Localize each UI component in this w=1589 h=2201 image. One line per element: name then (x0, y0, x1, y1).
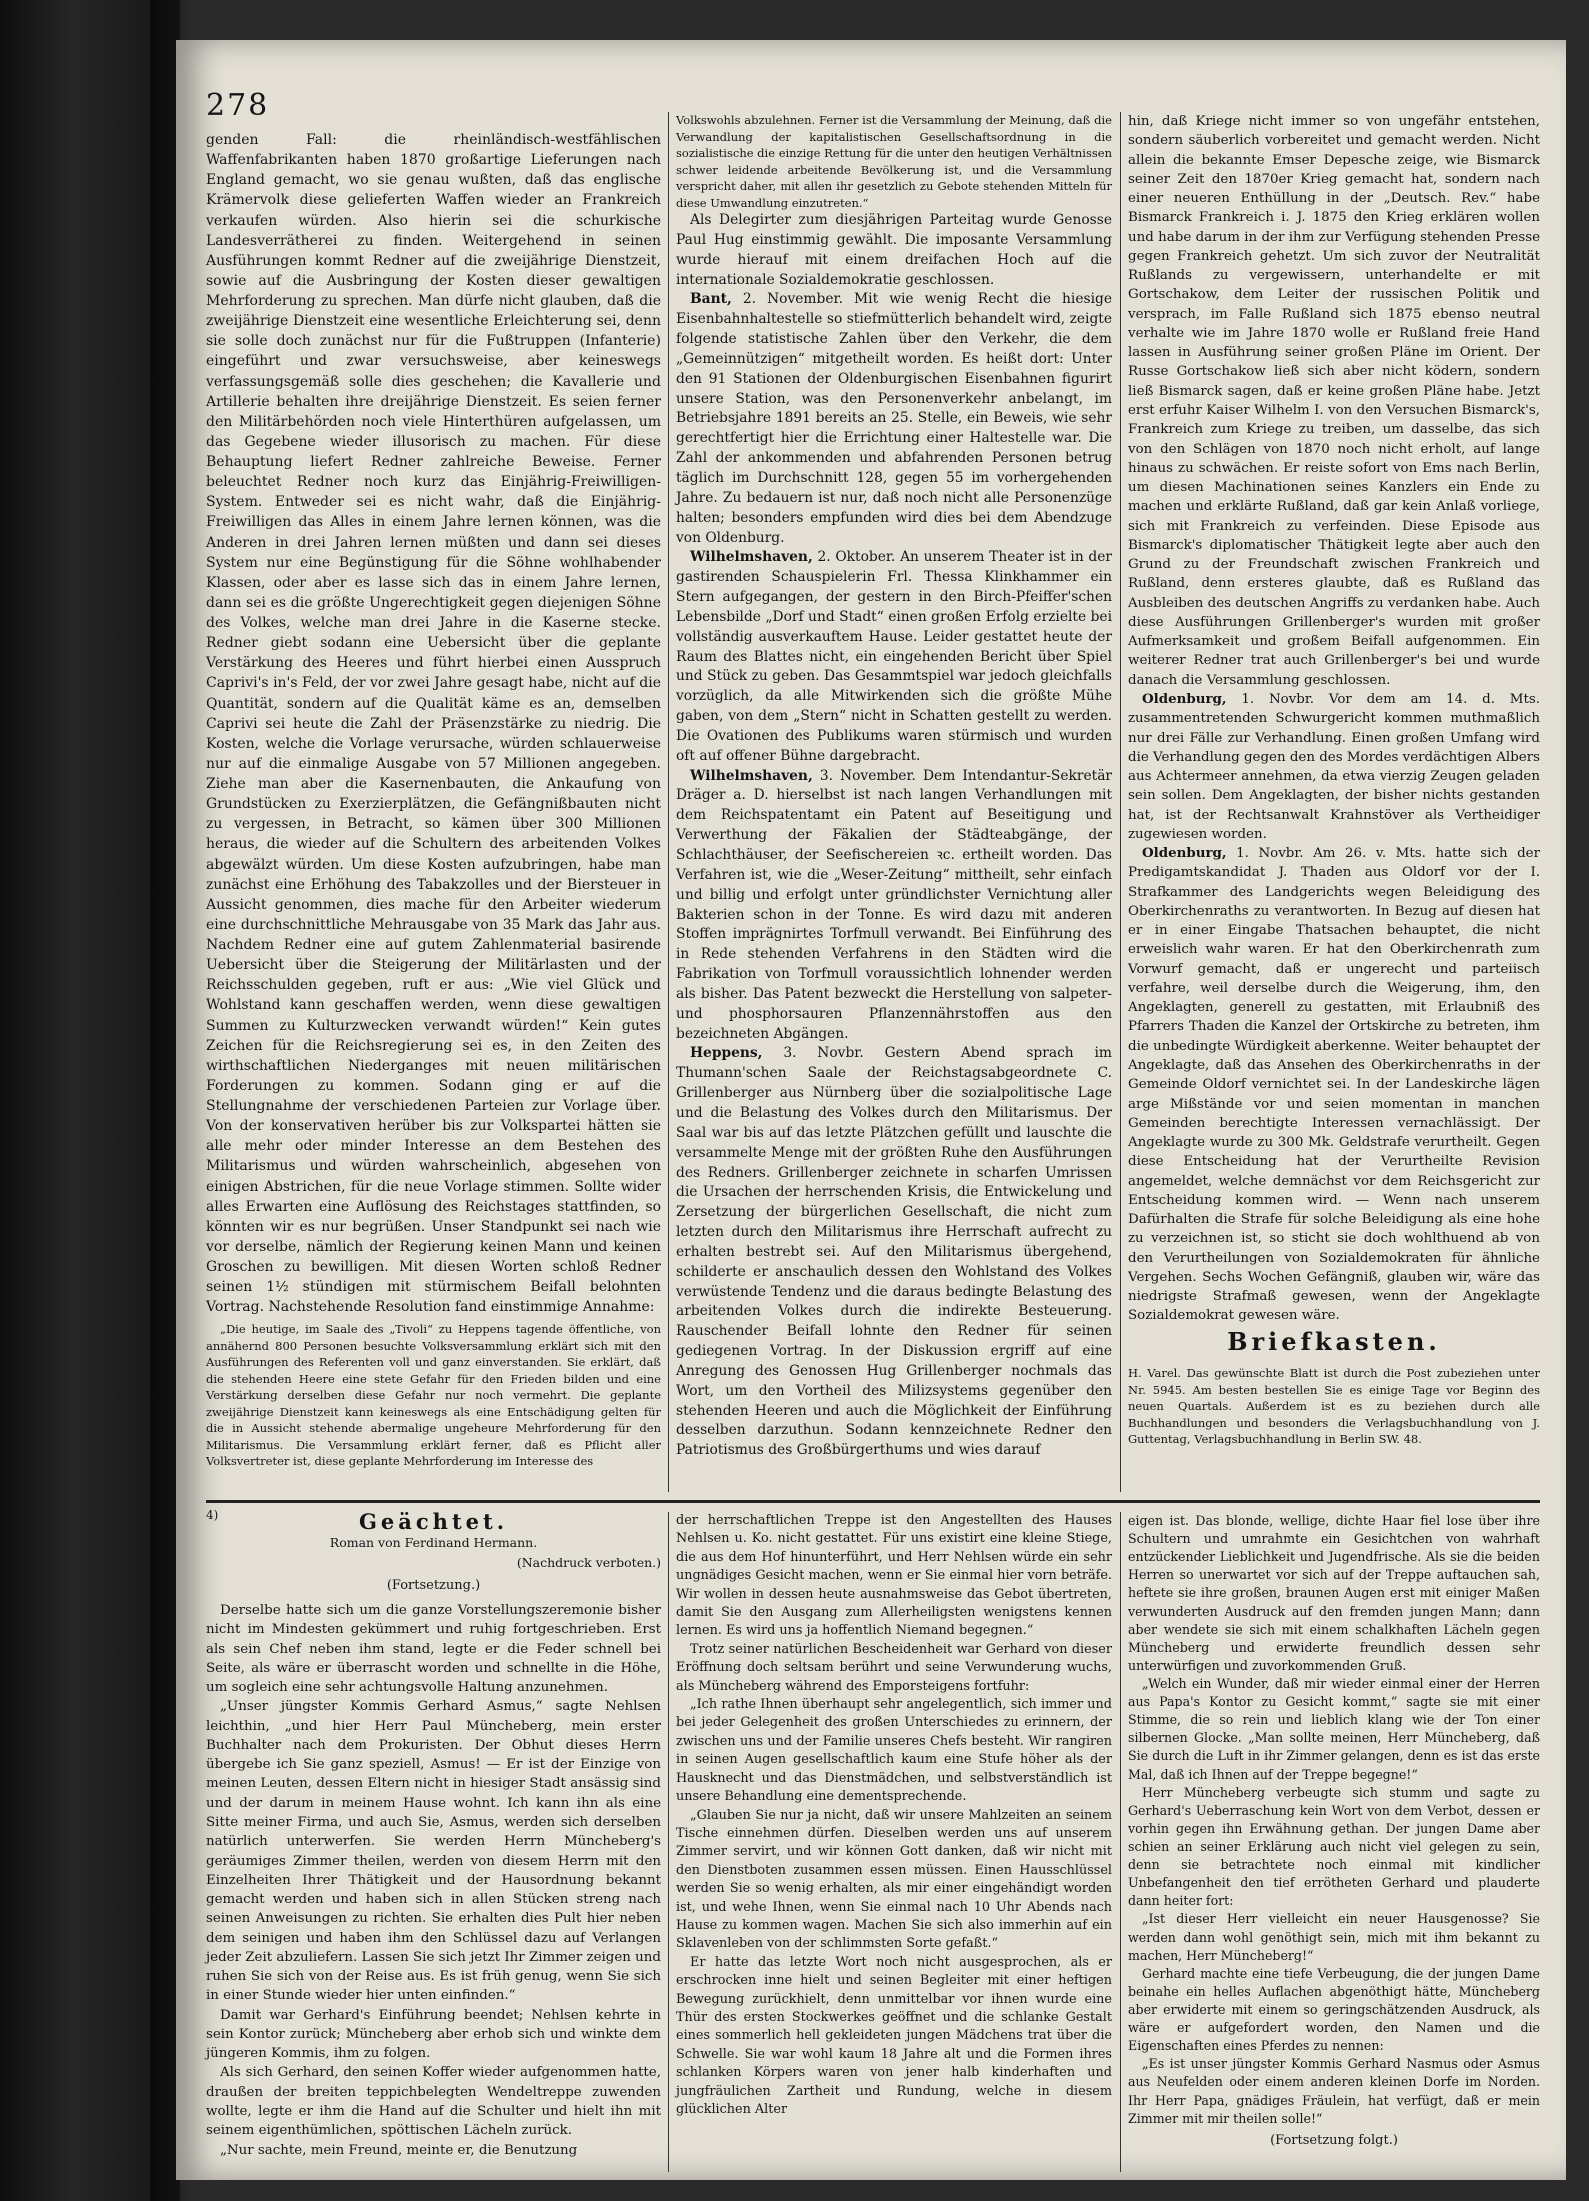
feuilleton-column-1 (206, 1509, 661, 2160)
news-item-heppens (676, 1044, 1112, 1461)
dateline: Heppens, (690, 1045, 763, 1062)
dateline: Oldenburg, (1142, 690, 1227, 707)
story-paragraph: „Unser jüngster Kommis Gerhard Asmus,“ sagte Nehlsen leichthin, „und hier Herr Paul Müncheberg, mein erster Buchhalter nach dem Prokuristen. Der Obhut dieses Herrn übergebe ich Sie ganz speziell, Asmus! — Er ist der Einzige von meinen Leuten, dessen Eltern nicht in hiesiger Stadt ansässig sind und der darum in meinem Hause wohnt. Ich kann ihn als eine Sitte meiner Firma, und auch Sie, Asmus, werden sich derselben natürlich unterwerfen. Sie werden Herrn Müncheberg's geräumiges Zimmer theilen, werden von diesem Herrn mit den Einzelheiten Ihrer Thätigkeit und der Hausordnung bekannt gemacht werden und haben sich in allen Stücken streng nach seinen Anweisungen zu richten. Sie erhalten dies Pult hier neben dem seinigen und haben ihm den Schlüssel dazu auf Verlangen jeder Zeit abzuliefern. Lassen Sie sich jetzt Ihr Zimmer zeigen und ruhen Sie sich von der Reise aus. Es ist früh genug, wenn Sie sich in einer Stunde wieder hier unten einfinden.“ (206, 1699, 661, 2004)
story-paragraph: „Welch ein Wunder, daß mir wieder einmal einer der Herren aus Papa's Kontor zu Gesicht kommt,“ sagte sie mit einer Stimme, die so rein und lieblich klang wie der Ton einer silbernen Glocke. „Man sollte meinen, Herr Müncheberg, daß Sie durch die Luft in ihr Zimmer gelangen, denn es ist das erste Mal, daß ich Ihnen auf der Treppe begegne!“ (1128, 1675, 1540, 1782)
date: 2. Oktober. (817, 549, 896, 566)
dateline: Wilhelmshaven, (690, 549, 813, 566)
story-paragraph: „Ich rathe Ihnen überhaupt sehr angelegentlich, sich immer und bei jeder Gelegenheit des großen Unterschiedes zu erinnern, der zwischen uns und der Familie unseres Chefs besteht. Wir rangiren in seinen Augen gesellschaftlich kaum eine Stufe höher als der Hausknecht und das Dienstmädchen, und selbstverständlich ist unsere Behandlung eine dementsprechende. (676, 1697, 1112, 1805)
story-paragraph: Trotz seiner natürlichen Bescheidenheit war Gerhard von dieser Eröffnung doch seltsam berührt und seine Verwunderung wuchs, als Müncheberg während des Emporsteigens fortfuhr: (676, 1641, 1112, 1694)
story-paragraph: der herrschaftlichen Treppe ist den Angestellten des Hauses Nehlsen u. Ko. nicht gestattet. Für uns existirt eine kleine Stiege, die aus dem Hof hinunterführt, und Herr Nehlsen würde ein sehr ungnädiges Gesicht machen, wenn er Sie einmal hier vorn beträfe. Wir wollen in dessen heute ausnahmsweise das Gebot übertreten, damit Sie den Ausgang zum Allerheiligsten wenigstens kennen lernen. Es wird uns ja hoffentlich Niemand begegnen.“ (676, 1513, 1112, 1639)
date: 3. Novbr. (783, 1045, 864, 1062)
section-divider (206, 1500, 1540, 1503)
news-text: Am 26. v. Mts. hatte sich der Predigamtskandidat J. Thaden aus Oldorf vor der I. Strafkammer des Landgerichts wegen Beleidigung des Oberkirchenraths zu verantworten. In Bezug auf diesen hat er in einer Eingabe Thatsachen behauptet, die nicht erweislich wahr waren. Er hat den Oberkirchenrath zum Vorwurf gemacht, daß er ungerecht und parteiisch verfahre, weil derselbe durch die Weigerung, ihm, den Angeklagten, generell zu gestatten, mit Erlaubniß des Pfarrers Thaden die Kanzel der Ortskirche zu betreten, ihm die unbedingte Würdigkeit aberkenne. Weiter behauptet der Angeklagte, daß das Ansehen des Oberkirchenraths in der Gemeinde Oldorf vernichtet sei. In der Landeskirche lägen arge Mißstände vor und seien momentan in manchen Gemeinden berechtigte Interessen vernachlässigt. Der Angeklagte wurde zu 300 Mk. Geldstrafe verurtheilt. Gegen diese Entscheidung hat der Verurtheilte Revision angemeldet, welche demnächst vor dem Reichsgericht zur Entscheidung kommen wird. — Wenn nach unserem Dafürhalten die Strafe für solche Beleidigung als eine hohe zu verzeichnen ist, so sticht sie doch wohlthuend ab von den Verurtheilungen von Sozialdemokraten für ähnliche Vergehen. Sechs Wochen Gefängniß, glauben wir, wäre das niedrigste Strafmaß gewesen, wenn der Angeklagte Sozialdemokrat gewesen wäre. (1128, 846, 1541, 1324)
story-paragraph: „Glauben Sie nur ja nicht, daß wir unsere Mahlzeiten an seinem Tische einnehmen dürfen. Dieselben werden uns auf unserem Zimmer servirt, und wir können Gott danken, daß wir nicht mit den Dienstboten zusammen essen müssen. Einen Hausschlüssel werden Sie so wenig erhalten, als mir einer eingehändigt worden ist, und wehe Ihnen, wenn Sie einmal nach 10 Uhr Abends nach Hause zu kommen wagen. Machen Sie sich also immerhin auf ein Sklavenleben von der schlimmsten Sorte gefaßt.“ (676, 1807, 1112, 1952)
article-paragraph: hin, daß Kriege nicht immer so von ungefähr entstehen, sondern säuberlich vorbereitet und gemacht werden. Nicht allein die bekannte Emser Depesche zeige, wie Bismarck seiner Zeit den 1870er Krieg gemacht hat, sondern nach einer neueren Enthüllung in der „Deutsch. Rev.“ habe Bismarck Frankreich i. J. 1875 den Krieg erklären wollen und habe darum in der ihm zur Verfügung stehenden Presse gegen Frankreich gehetzt. Um sich zuvor der Neutralität Rußlands zu vergewissern, unterhandelte er mit Gortschakow, dem Leiter der russischen Politik und versprach, im Falle Rußland sich 1875 ebenso neutral verhalte wie im Jahre 1870 wolle er Rußland freie Hand lassen in Ausführung seiner großen Pläne im Orient. Der Russe Gortschakow ließ sich aber nicht ködern, sondern ließ Bismarck sagen, daß er keine großen Pläne habe. Jetzt erst erfuhr Kaiser Wilhelm I. von den Versuchen Bismarck's, Frankreich zum Kriege zu treiben, um dasselbe, das sich von den Schlägen von 1870 noch nicht erholt, auf lange hinaus zu schwächen. Er reiste sofort von Ems nach Berlin, um diesen Machinationen seines Kanzlers ein Ende zu machen und erklärte Rußland, daß gar kein Anlaß vorliege, sich mit Frankreich zu verfeinden. Diese Episode aus Bismarck's diplomatischer Thätigkeit legte aber auch den Grund zu der Freundschaft zwischen Frankreich und Rußland, denn ersteres glaubte, daß es Rußland das Ausbleiben des deutschen Angriffs zu verdanken habe. Auch diese Ausführungen Grillenberger's wurden mit großer Aufmerksamkeit und großem Beifall aufgenommen. Ein weiterer Redner trat auch Grillenberger's bei und wurde danach die Versammlung geschlossen. (1128, 114, 1540, 688)
news-item-wilhelmshaven-1 (676, 548, 1112, 766)
newspaper-page (176, 40, 1566, 2180)
resolution-end: Volkswohls abzulehnen. Ferner ist die Versammlung der Meinung, daß die Verwandlung der kapitalistischen Gesellschaftsordnung in die sozialistische die einzige Rettung für die unter den heutigen Verhältnissen schwer leidende arbeitende Bevölkerung ist, und die Versammlung verspricht daher, mit allen ihr gesetzlich zu Gebote stehenden Mitteln für diese Umwandlung einzutreten.“ (676, 113, 1112, 210)
to-be-continued: (Fortsetzung folgt.) (1270, 2132, 1398, 2148)
news-item-oldenburg-2 (1128, 844, 1540, 1326)
resolution-text: „Die heutige, im Saale des „Tivoli“ zu Heppens tagende öffentliche, von annähernd 800 Personen besuchte Volksversammlung erklärt sich mit den Ausführungen des Referenten voll und ganz einverstanden. Sie erklärt, daß die stehenden Heere eine stete Gefahr für den Frieden bilden und eine Verstärkung derselben diese Gefahr nur noch vermehrt. Die geplante zweijährige Dienstzeit kann keineswegs als eine Entschädigung gelten für die in Aussicht stehende abermalige ungeheure Mehrforderung für den Militarismus. Die Versammlung erklärt ferner, daß es Pflicht aller Volksvertreter ist, diese geplante Mehrforderung im Interesse des (206, 1322, 661, 1469)
column-divider (668, 1512, 669, 2172)
date: 1. Novbr. (1236, 846, 1304, 862)
column-3 (1128, 112, 1540, 1448)
news-text: An unserem Theater ist in der gastirenden Schauspielerin Frl. Thessa Klinkhammer ein Stern aufgegangen, der gestern in den Birch-Pfeiffer'schen Lebensbilde „Dorf und Stadt“ einen großen Erfolg erzielte bei vollständig ausverkauftem Hause. Leider gestattet heute der Raum des Blattes nicht, ein eingehenden Bericht über Spiel und Stück zu geben. Das Gesammtspiel war jedoch gleichfalls vorzüglich, da alle Mitwirkenden sich die größte Mühe gaben, von dem „Stern“ nicht in Schatten gestellt zu werden. Die Ovationen des Publikums waren stürmisch und wurden oft auf offener Bühne dargebracht. (676, 549, 1113, 764)
column-divider (1120, 112, 1121, 1492)
news-text: Vor dem am 14. d. Mts. zusammentretenden Schwurgericht kommen muthmaßlich nur drei Fälle zur Verhandlung. Einen großen Umfang wird die Verhandlung gegen den des Mordes verdächtigen Albers aus Achtermeer annehmen, da etwa vierzig Zeugen geladen sein sollen. Dem Angeklagten, der bisher nichts gestanden hat, ist der Rechtsanwalt Krahnstöver als Vertheidiger zugewiesen worden. (1128, 691, 1541, 842)
story-paragraph: Er hatte das letzte Wort noch nicht ausgesprochen, als er erschrocken inne hielt und seinen Begleiter mit einer heftigen Bewegung zurückhielt, denn unmittelbar vor ihnen wurde eine Thür des ersten Stockwerkes geöffnet und die schlanke Gestalt eines sommerlich hell gekleideten jungen Mädchens trat über die Schwelle. Sie war wohl kaum 18 Jahre alt und die Formen ihres schlanken Körpers waren von jener halb kinderhaften und jungfräulichen Zartheit und Rundung, welche in diesem glücklichen Alter (676, 1954, 1112, 2117)
feuilleton-author: Roman von Ferdinand Hermann. (329, 1535, 538, 1551)
news-item-oldenburg-1 (1128, 690, 1540, 844)
article-paragraph: Als Delegirter zum diesjährigen Parteitag wurde Genosse Paul Hug einstimmig gewählt. Die imposante Versammlung wurde hierauf mit einem dreifachen Hoch auf die internationale Sozialdemokratie geschlossen. (676, 212, 1112, 288)
feuilleton-title: Geächtet. (358, 1509, 509, 1534)
date: 2. November. (742, 291, 843, 308)
story-paragraph: Als sich Gerhard, den seinen Koffer wieder aufgenommen hatte, draußen der breiten teppichbelegten Wendeltreppe zuwenden wollte, legte er ihm die Hand auf die Schulter und hielt ihn mit seinem eigenthümlichen, spöttischen Lächeln zurück. (206, 2065, 661, 2139)
news-item-bant (676, 290, 1112, 548)
dateline: Bant, (690, 291, 732, 308)
section-title-briefkasten: Briefkasten. (1227, 1326, 1441, 1356)
date: 3. November. (819, 767, 916, 784)
news-text: Gestern Abend sprach im Thumann'schen Saale der Reichstagsabgeordnete C. Grillenberger aus Nürnberg über die sozialpolitische Lage und die Belastung des Volkes durch den Militarismus. Der Saal war bis auf das letzte Plätzchen gefüllt und lauschte die versammelte Menge mit der größten Ruhe den Ausführungen des Redners. Grillenberger zeichnete in scharfen Umrissen die Ursachen der herrschenden Krisis, die Entwickelung und Zersetzung der bürgerlichen Gesellschaft, die nicht zum letzten durch den Militarismus ihre Herrschaft aufrecht zu erhalten bestrebt sei. Auf den Militarismus übergehend, schilderte er anschaulich dessen den Wohlstand des Volkes verwüstende Tendenz und die daraus bedingte Belastung des arbeitenden Volkes durch die indirekte Besteuerung. Rauschender Beifall lohnte den Redner für seinen gediegenen Vortrag. In der Diskussion ergriff auf eine Anregung des Genossen Hug Grillenberger nochmals das Wort, um den Vortheil des Milizsystems gegenüber den stehenden Heeren und auch die Möglichkeit der Einführung desselben darzuthun. Sodann kennzeichnete Redner den Patriotismus des Großbürgerthums und wies darauf (676, 1045, 1112, 1459)
column-1 (206, 130, 661, 1470)
article-paragraph: genden Fall: die rheinländisch-westfählischen Waffenfabrikanten haben 1870 großartige Lieferungen nach England gemacht, wo sie genau wußten, daß das englische Krämervolk diese gelieferten Waffen wieder an Frankreich verkaufen würden. Also hierin sei die schurkische Landesverrätherei zu finden. Weitergehend in seinen Ausführungen kommt Redner auf die zweijährige Dienstzeit, sowie auf die Ausbringung der Kosten dieser gewaltigen Mehrforderung zu sprechen. Man dürfe nicht glauben, daß die zweijährige Dienstzeit eine wesentliche Erleichterung sei, denn sie solle doch zunächst nur für die Fußtruppen (Infanterie) eingeführt und zwar versuchsweise, aber keineswegs verfassungsgemäß solle dies geschehen; die Kavallerie und Artillerie behalten ihre dreijährige Dienstzeit. Es seien ferner den Militärbehörden noch viele Hinterthüren aufgelassen, um das Gegebene wieder illusorisch zu machen. Für diese Behauptung liefert Redner zahlreiche Beweise. Ferner beleuchtet Redner noch kurz das Einjährig-Freiwilligen-System. Entweder sei es nicht wahr, daß die Einjährig-Freiwilligen das Alles in einem Jahre lernen können, was die Anderen in drei Jahren lernen müßten und dann sei dieses System nur eine Begünstigung für die Söhne wohlhabender Klassen, oder aber es lasse sich das in einem Jahre lernen, dann sei es die größte Ungerechtigkeit gegen diejenigen Söhne des Volkes, welche man drei Jahre in die Kaserne stecke. Redner giebt sodann eine Uebersicht über die geplante Verstärkung des Heeres und führt hierbei einen Ausspruch Caprivi's in's Feld, der vor zwei Jahre gesagt habe, nicht auf die Quantität, sondern auf die Qualität käme es an, demselben Caprivi sei heute die Zahl der Präsenzstärke zu niedrig. Die Kosten, welche die Vorlage verursache, würden schlauerweise nur auf die einmalige Ausgabe von 57 Millionen angegeben. Ziehe man aber die Kasernenbauten, die Ankaufung von Grundstücken zu Exerzierplätzen, die Gefängnißbauten nicht zu vergessen, in Betracht, so kämen über 300 Millionen heraus, die wieder auf die Schultern des arbeitenden Volkes abgewälzt würden. Um diese Kosten aufzubringen, habe man zunächst eine Erhöhung des Tabakzolles und der Biersteuer in Aussicht genommen, dies mache für den Arbeiter wiederum eine durchschnittliche Mehrausgabe von 35 Mark das Jahr aus. Nachdem Redner eine auf gutem Zahlenmaterial basirende Uebersicht über die Steigerung der Militärlasten und der Reichsschulden gegeben, ruft er aus: „Wie viel Glück und Wohlstand kann geschaffen werden, wenn diese gewaltigen Summen zu Kulturzwecken verwandt würden!“ Kein gutes Zeichen für die Reichsregierung sei es, in den Zeiten des wirthschaftlichen Niederganges mit neuen militärischen Forderungen zu kommen. Sodann ging er auf die Stellungnahme der verschiedenen Parteien zur Vorlage über. Von der konservativen herüber bis zur Volkspartei hätten sie alle mehr oder minder Interesse an dem Bestehen des Militarismus und würden wahrscheinlich, abgesehen von einigen Abstrichen, für die neue Vorlage stimmen. Sollte wider alles Erwarten eine Auflösung des Reichstages stattfinden, so könnten wir es nur begrüßen. Unser Standpunkt sei nach wie vor derselbe, nämlich der Regierung keinen Mann und keinen Groschen zu bewilligen. Mit diesen Worten schloß Redner seinen 1½ stündigen mit stürmischem Beifall belohnten Vortrag. Nachstehende Resolution fand einstimmige Annahme: (206, 132, 661, 1316)
story-paragraph: „Ist dieser Herr vielleicht ein neuer Hausgenosse? Sie werden dann wohl genöthigt sein, mich mit ihm bekannt zu machen, Herr Müncheberg!“ (1128, 1911, 1540, 1963)
column-2 (676, 112, 1112, 1461)
news-text: Mit wie wenig Recht die hiesige Eisenbahnhaltestelle so stiefmütterlich behandelt wird, zeigte folgende statistische Zahlen über den Verkehr, die dem „Gemeinnützigen“ mitgetheilt worden. Es heißt dort: Unter den 91 Stationen der Oldenburgischen Eisenbahnen figurirt unsere Station, was den Personenverkehr anbelangt, im Betriebsjahre 1891 bereits an 25. Stelle, ein Beweis, wie sehr gerechtfertigt hier die Errichtung einer Haltestelle war. Die Zahl der ankommenden und abfahrenden Personen betrug täglich im Durchschnitt 128, gegen 55 im vorhergehenden Jahre. Zu bedauern ist nur, daß noch nicht alle Personenzüge halten; besonders empfunden wird dies bei dem Abendzuge von Oldenburg. (676, 291, 1112, 546)
continuation-note: (Fortsetzung.) (386, 1577, 481, 1593)
column-divider (668, 112, 669, 1492)
story-paragraph: Herr Müncheberg verbeugte sich stumm und sagte zu Gerhard's Ueberraschung kein Wort von dem Verbot, dessen er vorhin gegen ihn Erwähnung gethan. Der jungen Dame aber schien an seiner Erklärung auch nicht viel gelegen zu sein, denn sie betrachtete noch einmal mit kindlicher Unbefangenheit den tief errötheten Gerhard und plauderte dann heiter fort: (1128, 1784, 1540, 1909)
story-paragraph: eigen ist. Das blonde, wellige, dichte Haar fiel lose über ihre Schultern und umrahmte ein Gesichtchen von wahrhaft entzückender Lieblichkeit und Jugendfrische. Als sie die beiden Herren so unerwartet vor sich auf der Treppe auftauchen sah, heftete sie ihre großen, braunen Augen erst mit einiger Maßen verwunderten Ausdruck auf den fremden jungen Mann; dann aber wendete sie sich mit einem schalkhaften Lächeln gegen Müncheberg und erwiderte freundlich dessen sehr unterwürfigen und zuvorkommenden Gruß. (1128, 1513, 1540, 1673)
story-paragraph: Derselbe hatte sich um die ganze Vorstellungszeremonie bisher nicht im Mindesten gekümmert und ruhig fortgeschrieben. Erst als sein Chef neben ihm stand, legte er die Feder schnell bei Seite, als wäre er überrascht worden und schnellte in die Höhe, um sogleich eine sehr achtungsvolle Haltung anzunehmen. (206, 1603, 661, 1696)
dateline: Wilhelmshaven, (690, 767, 813, 784)
dateline: Oldenburg, (1142, 845, 1227, 862)
date: 1. Novbr. (1241, 691, 1315, 707)
news-text: Dem Intendantur-Sekretär Dräger a. D. hierselbst ist nach langen Verhandlungen mit dem Reichspatentamt ein Patent auf Beseitigung und Verwerthung der Fäkalien der Städteabgänge, der Schlachthäuser, der Seefischereien ꝛc. ertheilt worden. Das Verfahren ist, wie die „Weser-Zeitung“ mittheilt, sehr einfach und billig und erfolgt unter gründlichster Vernichtung aller Bakterien schon in der Tonne. Es wird dazu mit anderen Stoffen imprägnirtes Torfmull verwandt. Bei Einführung des in Rede stehenden Verfahrens in den Städten wird die Fabrikation von Torfmull voraussichtlich lohnender werden als bisher. Das Patent bezweckt die Herstellung von salpeter- und phosphorsauren Pflanzennährstoffen aus den bezeichneten Abgängen. (676, 767, 1113, 1042)
story-paragraph: „Nur sachte, mein Freund, meinte er, die Benutzung (220, 2142, 578, 2158)
story-paragraph: „Es ist unser jüngster Kommis Gerhard Nasmus oder Asmus aus Neufelden oder einem anderen kleinen Dorfe im Norden. Ihr Herr Papa, gnädiges Fräulein, hat verfügt, daß er mein Zimmer mit mir theilen solle!“ (1128, 2056, 1540, 2126)
feuilleton-column-3 (1128, 1512, 1540, 2156)
feuilleton-column-2 (676, 1512, 1112, 2119)
briefkasten-text: H. Varel. Das gewünschte Blatt ist durch die Post zubeziehen unter Nr. 5945. Am besten bestellen Sie es einige Tage vor Beginn des neuen Quartals. Außerdem ist es zu beziehen durch alle Buchhandlungen und besonders die Verlagsbuchhandlung von J. Guttentag, Verlagsbuchhandlung in Berlin SW. 48. (1128, 1366, 1540, 1446)
page-number: 278 (206, 88, 270, 123)
story-paragraph: Damit war Gerhard's Einführung beendet; Nehlsen kehrte in sein Kontor zurück; Müncheberg aber erhob sich und winkte dem jüngeren Kommis, ihm zu folgen. (206, 2007, 661, 2062)
feuilleton-number: 4) (206, 1508, 219, 1522)
column-divider (1120, 1512, 1121, 2172)
copyright-note: (Nachdruck verboten.) (516, 1554, 661, 1570)
news-item-wilhelmshaven-2 (676, 767, 1112, 1045)
story-paragraph: Gerhard machte eine tiefe Verbeugung, die der jungen Dame beinahe ein helles Auflachen abgenöthigt hätte, Müncheberg aber erwiderte mit einem so geringschätzenden Ausdruck, als wäre er aufgefordert worden, den Namen und die Eigenschaften eines Pferdes zu nennen: (1128, 1965, 1540, 2054)
